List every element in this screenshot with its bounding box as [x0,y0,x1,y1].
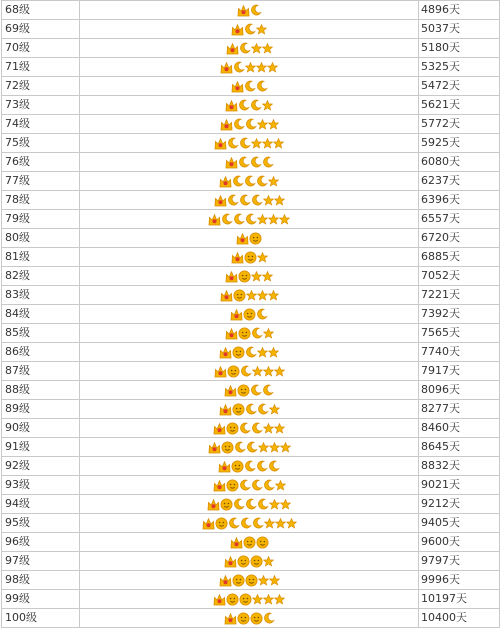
level-icons [80,39,419,58]
level-table-body [2,1,500,628]
level-label: 72级 [2,77,80,96]
days-value: 10400天 [419,609,500,628]
crown-icon [208,441,221,454]
crown-icon [213,593,226,606]
moon-icon [256,308,268,320]
days-value: 9021天 [419,476,500,495]
crown-icon [213,422,226,435]
moon-icon [251,327,263,339]
table-row [2,476,500,495]
days-value: 9797天 [419,552,500,571]
moon-icon [251,479,263,491]
table-row [2,191,500,210]
crown-icon [224,612,237,625]
star-icon [257,252,268,263]
star-icon [269,499,280,510]
moon-icon [238,99,250,111]
level-icons [80,1,419,20]
sun-icon [232,403,245,416]
level-label: 71级 [2,58,80,77]
star-icon [279,214,290,225]
level-icons [80,77,419,96]
star-icon [262,271,273,282]
crown-icon [231,251,244,264]
sun-icon [250,612,263,625]
star-icon [257,290,268,301]
days-value: 7565天 [419,324,500,343]
table-row [2,305,500,324]
crown-icon [237,4,250,17]
sun-icon [250,555,263,568]
level-icons [80,324,419,343]
crown-icon [218,460,231,473]
days-value: 7052天 [419,267,500,286]
level-label: 96级 [2,533,80,552]
table-row [2,96,500,115]
crown-icon [220,118,233,131]
days-value: 9212天 [419,495,500,514]
level-label: 83级 [2,286,80,305]
table-row [2,210,500,229]
level-icons [80,248,419,267]
days-value: 5925天 [419,134,500,153]
star-icon [258,575,269,586]
star-icon [262,43,273,54]
table-row [2,20,500,39]
level-icons [80,457,419,476]
sun-icon [226,479,239,492]
level-label: 79级 [2,210,80,229]
table-row [2,248,500,267]
level-icons [80,343,419,362]
level-icons [80,134,419,153]
level-label: 82级 [2,267,80,286]
level-label: 92级 [2,457,80,476]
star-icon [264,518,275,529]
level-label: 68级 [2,1,80,20]
moon-icon [239,422,251,434]
moon-icon [244,175,256,187]
days-value: 8832天 [419,457,500,476]
level-icons [80,419,419,438]
level-icons [80,153,419,172]
moon-icon [244,80,256,92]
moon-icon [250,99,262,111]
table-row [2,172,500,191]
sun-icon [244,251,257,264]
sun-icon [221,441,234,454]
level-icons [80,58,419,77]
table-row [2,609,500,628]
sun-icon [238,327,251,340]
level-label: 77级 [2,172,80,191]
days-value: 7740天 [419,343,500,362]
table-row [2,514,500,533]
star-icon [280,499,291,510]
star-icon [251,43,262,54]
level-label: 97级 [2,552,80,571]
days-value: 6237天 [419,172,500,191]
level-icons [80,514,419,533]
moon-icon [246,441,258,453]
level-icons [80,191,419,210]
moon-icon [232,175,244,187]
star-icon [268,176,279,187]
moon-icon [234,441,246,453]
crown-icon [225,327,238,340]
crown-icon [213,479,226,492]
level-label: 74级 [2,115,80,134]
level-label: 90级 [2,419,80,438]
star-icon [273,138,284,149]
sun-icon [227,365,240,378]
moon-icon [252,517,264,529]
level-label: 91级 [2,438,80,457]
sun-icon [231,460,244,473]
star-icon [257,214,268,225]
crown-icon [220,61,233,74]
star-icon [274,594,285,605]
star-icon [251,271,262,282]
crown-icon [219,175,232,188]
star-icon [252,366,263,377]
days-value: 5472天 [419,77,500,96]
moon-icon [257,403,269,415]
star-icon [275,480,286,491]
level-icons [80,229,419,248]
star-icon [268,347,279,358]
crown-icon [219,403,232,416]
star-icon [258,442,269,453]
level-table [1,0,500,628]
moon-icon [257,498,269,510]
table-row [2,400,500,419]
star-icon [268,290,279,301]
crown-icon [225,270,238,283]
level-label: 88级 [2,381,80,400]
crown-icon [214,137,227,150]
days-value: 8096天 [419,381,500,400]
sun-icon [243,536,256,549]
moon-icon [239,479,251,491]
star-icon [257,347,268,358]
star-icon [263,594,274,605]
level-label: 86级 [2,343,80,362]
level-label: 89级 [2,400,80,419]
moon-icon [221,213,233,225]
crown-icon [226,42,239,55]
star-icon [246,290,257,301]
moon-icon [233,118,245,130]
moon-icon [245,346,257,358]
crown-icon [230,536,243,549]
days-value: 5037天 [419,20,500,39]
days-value: 8645天 [419,438,500,457]
sun-icon [215,517,228,530]
level-label: 81级 [2,248,80,267]
moon-icon [250,4,262,16]
days-value: 7917天 [419,362,500,381]
star-icon [263,556,274,567]
star-icon [280,442,291,453]
moon-icon [244,460,256,472]
crown-icon [225,99,238,112]
days-value: 5772天 [419,115,500,134]
level-icons [80,552,419,571]
moon-icon [250,384,262,396]
crown-icon [231,80,244,93]
star-icon [263,195,274,206]
star-icon [256,24,267,35]
level-icons [80,172,419,191]
star-icon [262,100,273,111]
crown-icon [224,555,237,568]
moon-icon [239,194,251,206]
sun-icon [233,289,246,302]
moon-icon [227,194,239,206]
moon-icon [239,42,251,54]
star-icon [269,442,280,453]
level-icons [80,400,419,419]
crown-icon [225,156,238,169]
table-row [2,552,500,571]
level-label: 93级 [2,476,80,495]
moon-icon [263,479,275,491]
star-icon [269,404,280,415]
days-value: 6885天 [419,248,500,267]
crown-icon [214,194,227,207]
level-icons [80,362,419,381]
table-row [2,58,500,77]
star-icon [245,62,256,73]
level-icons [80,590,419,609]
crown-icon [219,346,232,359]
moon-icon [256,80,268,92]
star-icon [267,62,278,73]
table-row [2,134,500,153]
level-label: 80级 [2,229,80,248]
days-value: 8277天 [419,400,500,419]
crown-icon [224,384,237,397]
table-row [2,229,500,248]
table-row [2,533,500,552]
days-value: 10197天 [419,590,500,609]
moon-icon [240,517,252,529]
moon-icon [268,460,280,472]
star-icon [268,119,279,130]
star-icon [257,119,268,130]
star-icon [251,138,262,149]
star-icon [286,518,297,529]
level-icons [80,381,419,400]
level-label: 87级 [2,362,80,381]
level-label: 73级 [2,96,80,115]
moon-icon [233,61,245,73]
crown-icon [208,213,221,226]
days-value: 7221天 [419,286,500,305]
moon-icon [227,137,239,149]
level-icons [80,476,419,495]
moon-icon [245,118,257,130]
moon-icon [233,498,245,510]
table-row [2,343,500,362]
moon-icon [244,23,256,35]
days-value: 9996天 [419,571,500,590]
days-value: 5180天 [419,39,500,58]
days-value: 5325天 [419,58,500,77]
level-icons [80,495,419,514]
moon-icon [262,384,274,396]
moon-icon [251,194,263,206]
sun-icon [243,308,256,321]
days-value: 6396天 [419,191,500,210]
level-icons [80,609,419,628]
level-icons [80,267,419,286]
level-icons [80,305,419,324]
level-label: 85级 [2,324,80,343]
table-row [2,362,500,381]
star-icon [262,138,273,149]
table-row [2,457,500,476]
moon-icon [240,365,252,377]
level-icons [80,438,419,457]
moon-icon [245,498,257,510]
moon-icon [245,403,257,415]
sun-icon [226,422,239,435]
table-row [2,495,500,514]
level-label: 70级 [2,39,80,58]
level-icons [80,571,419,590]
star-icon [263,423,274,434]
sun-icon [239,593,252,606]
moon-icon [239,137,251,149]
days-value: 8460天 [419,419,500,438]
level-icons [80,286,419,305]
table-row [2,39,500,58]
level-label: 99级 [2,590,80,609]
table-row [2,438,500,457]
days-value: 5621天 [419,96,500,115]
moon-icon [250,156,262,168]
days-value: 6557天 [419,210,500,229]
moon-icon [238,156,250,168]
moon-icon [251,422,263,434]
level-label: 94级 [2,495,80,514]
crown-icon [231,23,244,36]
sun-icon [220,498,233,511]
crown-icon [219,574,232,587]
crown-icon [230,308,243,321]
level-label: 75级 [2,134,80,153]
level-icons [80,210,419,229]
sun-icon [245,574,258,587]
table-row [2,77,500,96]
table-row [2,590,500,609]
days-value: 9600天 [419,533,500,552]
sun-icon [238,270,251,283]
level-label: 98级 [2,571,80,590]
sun-icon [256,536,269,549]
level-label: 69级 [2,20,80,39]
star-icon [256,62,267,73]
days-value: 6720天 [419,229,500,248]
level-icons [80,115,419,134]
sun-icon [226,593,239,606]
crown-icon [236,232,249,245]
sun-icon [232,574,245,587]
level-label: 84级 [2,305,80,324]
star-icon [274,423,285,434]
sun-icon [232,346,245,359]
moon-icon [245,213,257,225]
star-icon [252,594,263,605]
days-value: 6080天 [419,153,500,172]
star-icon [263,366,274,377]
table-row [2,115,500,134]
sun-icon [237,555,250,568]
level-label: 100级 [2,609,80,628]
table-row [2,267,500,286]
crown-icon [207,498,220,511]
level-icons [80,20,419,39]
days-value: 7392天 [419,305,500,324]
moon-icon [228,517,240,529]
star-icon [269,575,280,586]
table-row [2,324,500,343]
moon-icon [233,213,245,225]
table-row [2,571,500,590]
star-icon [274,366,285,377]
star-icon [268,214,279,225]
table-row [2,419,500,438]
crown-icon [202,517,215,530]
table-row [2,381,500,400]
crown-icon [214,365,227,378]
level-label: 76级 [2,153,80,172]
sun-icon [237,612,250,625]
days-value: 9405天 [419,514,500,533]
sun-icon [237,384,250,397]
level-label: 78级 [2,191,80,210]
table-row [2,1,500,20]
level-icons [80,533,419,552]
moon-icon [256,175,268,187]
moon-icon [262,156,274,168]
level-icons [80,96,419,115]
table-row [2,153,500,172]
level-label: 95级 [2,514,80,533]
table-row [2,286,500,305]
star-icon [275,518,286,529]
crown-icon [220,289,233,302]
moon-icon [263,612,275,624]
sun-icon [249,232,262,245]
star-icon [263,328,274,339]
star-icon [274,195,285,206]
days-value: 4896天 [419,1,500,20]
moon-icon [256,460,268,472]
